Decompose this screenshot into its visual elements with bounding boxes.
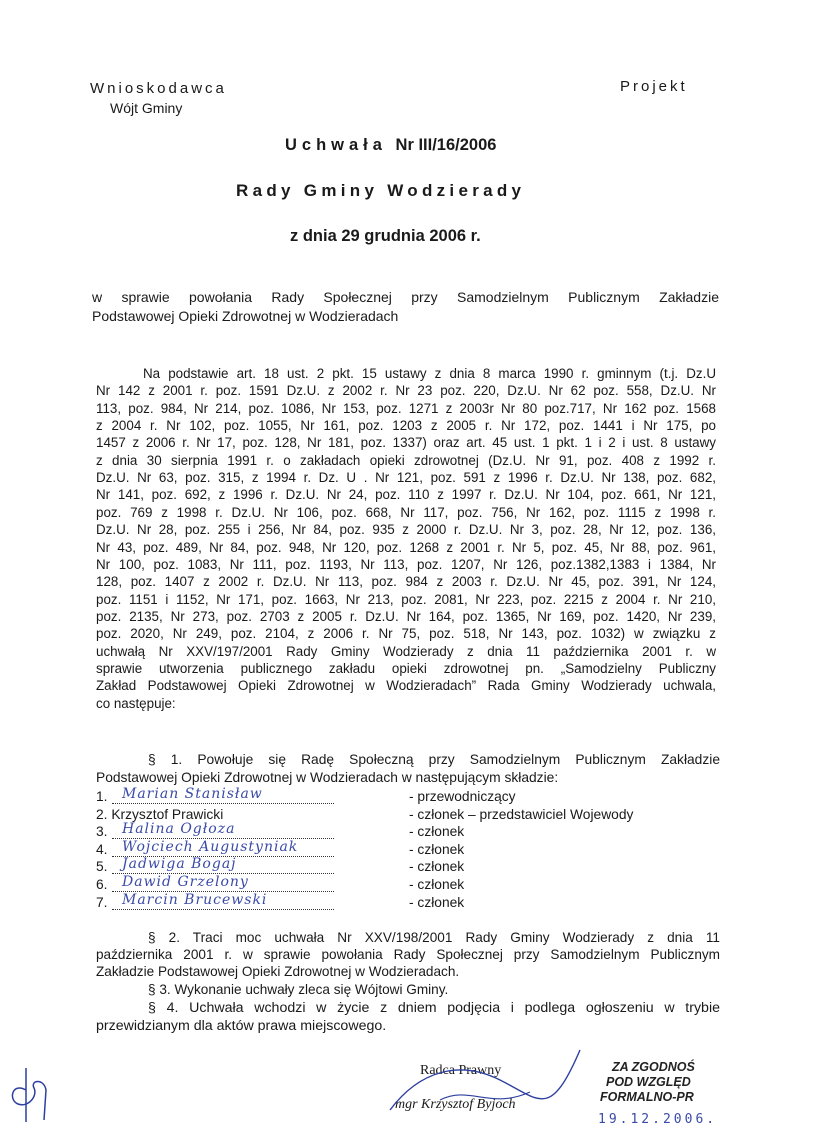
legal-basis-line: 128, poz. 1407 z 2002 r. Dz.U. Nr 113, poz. 984 z 2003 r. Dz.U. Nr 45, poz. 391, Nr 124, bbox=[96, 574, 716, 590]
par2-line: Zakładzie Podstawowej Opieki Zdrowotnej w Wodzieradach. bbox=[96, 964, 460, 979]
member-number: 2. Krzysztof Prawicki bbox=[96, 806, 224, 822]
legal-basis-line: Dz.U. Nr 28, poz. 255 i 256, Nr 84, poz. 935 z 2000 r. Dz.U. Nr 3, poz. 28, Nr 12, poz. 136, bbox=[96, 522, 716, 538]
member-number: 3. bbox=[96, 824, 108, 840]
resolution-date: z dnia 29 grudnia 2006 r. bbox=[290, 227, 481, 245]
member-number: 1. bbox=[96, 789, 108, 804]
subject-line: w sprawie powołania Rady Społecznej przy Samodzielnym Publicznym Zakładzie bbox=[92, 289, 719, 305]
council-name: Rady Gminy Wodzierady bbox=[236, 181, 526, 200]
member-handwritten-name: Marian Stanisław bbox=[122, 786, 263, 802]
member-handwritten-name: Marcin Brucewski bbox=[122, 891, 268, 908]
applicant-role: Wójt Gminy bbox=[110, 100, 183, 116]
applicant-label: Wnioskodawca bbox=[90, 80, 227, 97]
stamp-line: FORMALNO-PR bbox=[600, 1090, 694, 1104]
member-name-line bbox=[112, 909, 334, 910]
resolution-title bbox=[285, 136, 496, 155]
legal-advisor-title: Radca Prawny bbox=[420, 1063, 502, 1078]
legal-basis-line: Nr 141, poz. 692, z 1996 r. Dz.U. Nr 24, poz. 110 z 1997 r. Dz.U. Nr 104, poz. 661, Nr 121, bbox=[96, 487, 716, 503]
legal-basis-line: poz. 769 z 1998 r. Dz.U. Nr 106, poz. 668, Nr 117, poz. 756, Nr 162, poz. 1115 z 1998 r. bbox=[96, 504, 716, 520]
par1-line: Podstawowej Opieki Zdrowotnej w Wodzieradach w następującym składzie: bbox=[96, 770, 559, 785]
legal-basis-line: Nr 43, poz. 489, Nr 84, poz. 948, Nr 120, poz. 1268 z 2001 r. Nr 5, poz. 45, Nr 88, poz. 961, bbox=[96, 539, 716, 555]
legal-basis-line: poz. 1151 i 1152, Nr 171, poz. 1663, Nr 213, poz. 2081, Nr 223, poz. 2215 z 2004 r. Nr 210, bbox=[96, 591, 716, 607]
legal-basis-line: z dnia 30 sierpnia 1991 r. o zakładach opieki zdrowotnej (Dz.U. Nr 91, poz. 408 z 1992 r. bbox=[96, 452, 716, 468]
legal-basis-line: Zakład Podstawowej Opieki Zdrowotnej w Wodzieradach” Rada Gminy Wodzierady uchwala, bbox=[96, 678, 716, 694]
par2-line: października 2001 r. w sprawie powołania Rady Społecznej przy Samodzielnym Publicznym bbox=[96, 947, 720, 962]
legal-advisor-signature bbox=[380, 1040, 610, 1130]
member-role: - członek bbox=[409, 859, 465, 875]
member-handwritten-name: Wojciech Augustyniak bbox=[122, 838, 299, 855]
member-handwritten-name: Dawid Grzelony bbox=[122, 874, 249, 890]
member-role: - członek bbox=[409, 824, 465, 840]
legal-basis-line: Nr 100, poz. 1083, Nr 111, poz. 1193, Nr 113, poz. 1207, Nr 126, poz.1382,1383 i 1384, Nr bbox=[96, 556, 716, 572]
legal-basis-line: sprawie utworzenia publicznego zakładu opieki zdrowotnej pn. „Samodzielny Publiczny bbox=[96, 660, 716, 676]
legal-advisor-name: mgr Krzysztof Byjoch bbox=[395, 1097, 516, 1112]
legal-basis-line: z 2004 r. Nr 102, poz. 1055, Nr 161, poz. 1203 z 2005 r. Nr 172, poz. 1441 i Nr 175, po bbox=[96, 418, 716, 434]
legal-basis-line: Na podstawie art. 18 ust. 2 pkt. 15 ustawy z dnia 8 marca 1990 r. gminnym (t.j. Dz.U bbox=[143, 366, 716, 381]
legal-basis-line: poz. 2020, Nr 249, poz. 2104, z 2006 r. Nr 75, poz. 518, Nr 143, poz. 1032) w związku z bbox=[96, 626, 716, 642]
member-handwritten-name: Halina Ogłoza bbox=[122, 821, 236, 838]
stamp-date: 19.12.2006. bbox=[598, 1112, 718, 1127]
member-number: 5. bbox=[96, 859, 108, 875]
legal-basis-line: Nr 142 z 2001 r. poz. 1591 Dz.U. z 2002 r. Nr 23 poz. 220, Dz.U. Nr 62 poz. 558, Dz.U. Nr bbox=[96, 383, 716, 399]
member-number: 7. bbox=[96, 894, 108, 910]
legal-basis-line: co następuje: bbox=[96, 695, 176, 711]
member-handwritten-name: Jadwiga Bogaj bbox=[122, 856, 237, 873]
legal-basis-line: poz. 2135, Nr 273, poz. 2703 z 2005 r. Dz.U. Nr 164, poz. 1365, Nr 169, poz. 1420, Nr 239, bbox=[96, 608, 716, 624]
member-role: - członek bbox=[409, 841, 465, 857]
legal-basis-line: uchwałą Nr XXV/197/2001 Rady Gminy Wodzierady z dnia 11 października 2001 r. w bbox=[96, 643, 716, 659]
par3: § 3. Wykonanie uchwały zleca się Wójtowi Gminy. bbox=[148, 982, 449, 997]
resolution-number: Nr III/16/2006 bbox=[395, 136, 497, 154]
stamp-line: POD WZGLĘD bbox=[606, 1075, 691, 1089]
legal-basis-line: 113, poz. 984, Nr 214, poz. 1086, Nr 153, poz. 1271 z 2003r Nr 80 poz.717, Nr 162 poz. 1568 bbox=[96, 400, 716, 416]
member-role: - członek – przedstawiciel Wojewody bbox=[409, 806, 634, 822]
subject-line: Podstawowej Opieki Zdrowotnej w Wodzieradach bbox=[92, 308, 399, 324]
stamp-line: ZA ZGODNOŚ bbox=[612, 1060, 695, 1074]
resolution-word: Uchwała bbox=[285, 136, 387, 154]
par4-line: przewidzianym dla aktów prawa miejscowego. bbox=[96, 1018, 387, 1034]
member-name-line bbox=[112, 803, 334, 804]
legal-basis-line: 1457 z 2006 r. Nr 17, poz. 128, Nr 181, poz. 1337) oraz art. 45 ust. 1 pkt. 1 i 2 i ust. 8 ustawy bbox=[96, 435, 716, 451]
member-role: - członek bbox=[409, 894, 465, 910]
draft-label: Projekt bbox=[620, 78, 688, 95]
par1-line: § 1. Powołuje się Radę Społeczną przy Samodzielnym Publicznym Zakładzie bbox=[148, 752, 720, 767]
member-role: - członek bbox=[409, 877, 465, 892]
margin-initials bbox=[4, 1060, 56, 1130]
legal-basis-line: Dz.U. Nr 63, poz. 315, z 1994 r. Dz. U . Nr 121, poz. 591 z 1996 r. Dz.U. Nr 138, poz. 682, bbox=[96, 470, 716, 486]
member-number: 4. bbox=[96, 841, 108, 857]
par4-line: § 4. Uchwała wchodzi w życie z dniem podjęcia i podlega ogłoszeniu w trybie bbox=[148, 1000, 720, 1016]
member-role: - przewodniczący bbox=[409, 789, 516, 804]
par2-line: § 2. Traci moc uchwała Nr XXV/198/2001 Rady Gminy Wodzierady z dnia 11 bbox=[148, 930, 720, 945]
member-number: 6. bbox=[96, 877, 108, 892]
